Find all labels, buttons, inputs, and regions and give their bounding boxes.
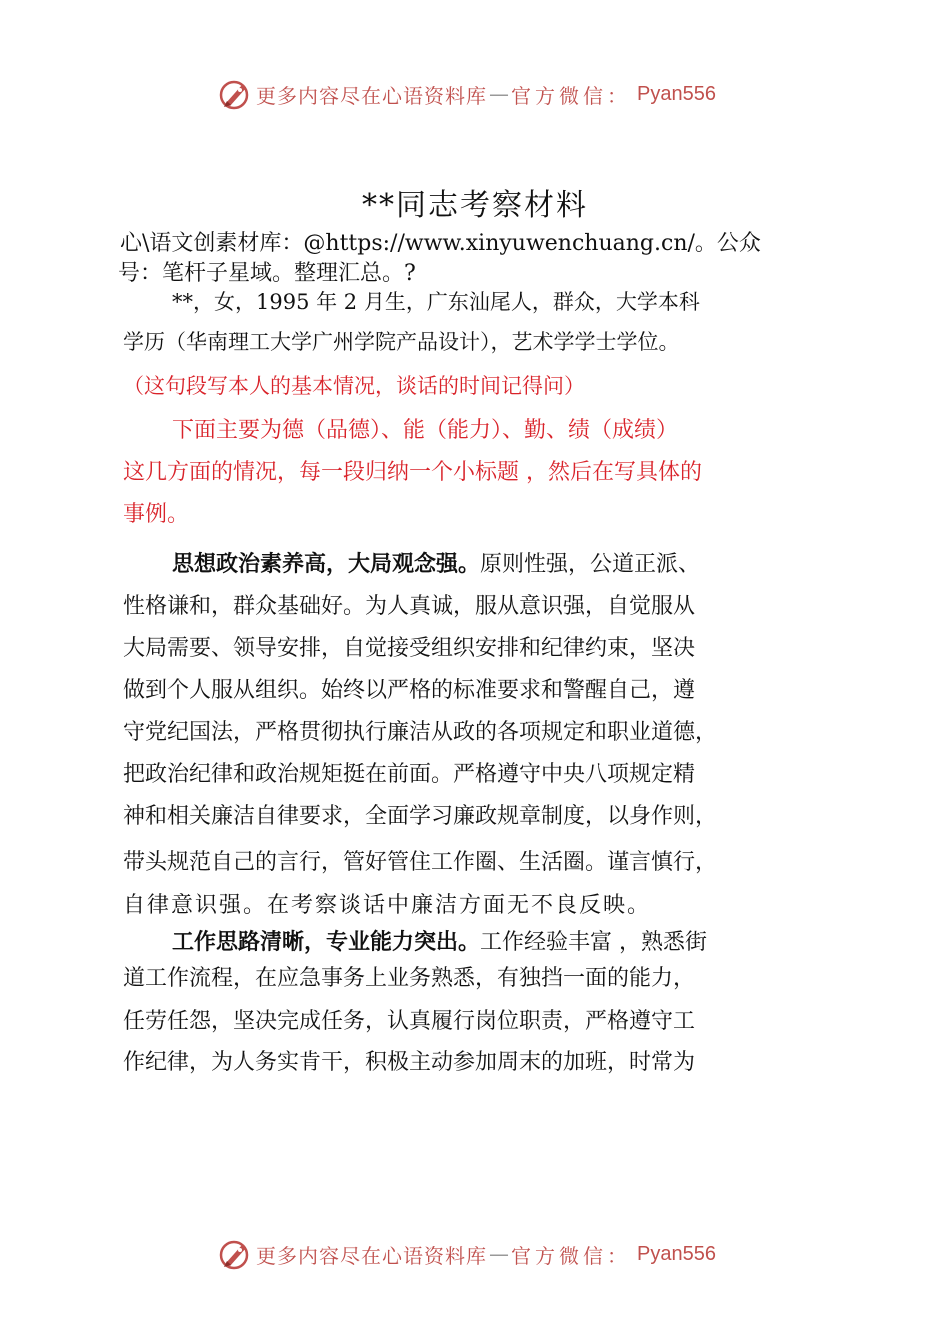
banner-main-text: 更多内容尽在心语资料库 [256, 83, 487, 108]
footer-banner [218, 1236, 716, 1272]
banner-separator: — [489, 82, 509, 106]
section-1-line: 守党纪国法，严格贯彻执行廉洁从政的各项规定和职业道德， [123, 720, 718, 745]
note-structure-line-2: 这几方面的情况，每一段归纳一个小标题 ，然后在写具体的 [123, 460, 702, 485]
section-2-first-line [172, 925, 707, 956]
section-2-heading: 工作思路清晰，专业能力突出。 [172, 930, 481, 955]
note-basic-info: （这句段写本人的基本情况，谈话的时间记得问） [123, 374, 585, 398]
intro-line-1: **，女，1995 年 2 月生，广东汕尾人，群众，大学本科 [172, 290, 700, 314]
section-2-line: 任劳任怨，坚决完成任务，认真履行岗位职责，严格遵守工 [123, 1009, 696, 1034]
pen-logo-icon [218, 77, 252, 111]
header-banner [218, 76, 716, 112]
section-1-line: 大局需要、领导安排，自觉接受组织安排和纪律约束，坚决 [123, 636, 696, 661]
note-structure-line-1: 下面主要为德（品德）、能（能力）、勤、绩（成绩） [172, 418, 679, 443]
section-1-first-line [172, 547, 700, 578]
section-2-first-line-text: 工作经验丰富 ，熟悉街 [480, 930, 708, 955]
note-structure-line-3: 事例。 [123, 502, 190, 527]
document-title: **同志考察材料 [362, 188, 588, 223]
section-1-line: 带头规范自己的言行，管好管住工作圈、生活圈。谨言慎行， [123, 850, 718, 875]
banner-wechat-id: Pyan556 [637, 82, 716, 105]
section-1-line: 自律意识强。在考察谈话中廉洁方面无不良反映。 [123, 893, 652, 918]
section-2-line: 道工作流程，在应急事务上业务熟悉，有独挡一面的能力， [123, 966, 696, 991]
source-line-2: 号：笔杆子星域。整理汇总。? [118, 261, 416, 286]
section-1-line: 做到个人服从组织。始终以严格的标准要求和警醒自己，遵 [123, 678, 696, 703]
banner-main-text: 更多内容尽在心语资料库 [256, 1243, 487, 1268]
banner-wechat-label: 官方微信： [511, 1243, 631, 1268]
banner-wechat-label: 官方微信： [511, 83, 631, 108]
banner-separator: — [489, 1242, 509, 1266]
source-line-1: 心\语文创素材库：@https://www.xinyuwenchuang.cn/。公众 [120, 231, 761, 256]
section-1-line: 把政治纪律和政治规矩挺在前面。严格遵守中央八项规定精 [123, 762, 696, 787]
section-1-heading: 思想政治素养高，大局观念强。 [172, 552, 481, 577]
section-1-line: 性格谦和，群众基础好。为人真诚，服从意识强，自觉服从 [123, 594, 696, 619]
section-1-line: 神和相关廉洁自律要求，全面学习廉政规章制度，以身作则， [123, 804, 718, 829]
section-2-line: 作纪律，为人务实肯干，积极主动参加周末的加班，时常为 [123, 1050, 696, 1075]
intro-line-2: 学历（华南理工大学广州学院产品设计），艺术学学士学位。 [123, 330, 680, 354]
section-1-first-line-text: 原则性强，公道正派、 [480, 552, 701, 577]
banner-wechat-id: Pyan556 [637, 1242, 716, 1265]
pen-logo-icon [218, 1237, 252, 1271]
